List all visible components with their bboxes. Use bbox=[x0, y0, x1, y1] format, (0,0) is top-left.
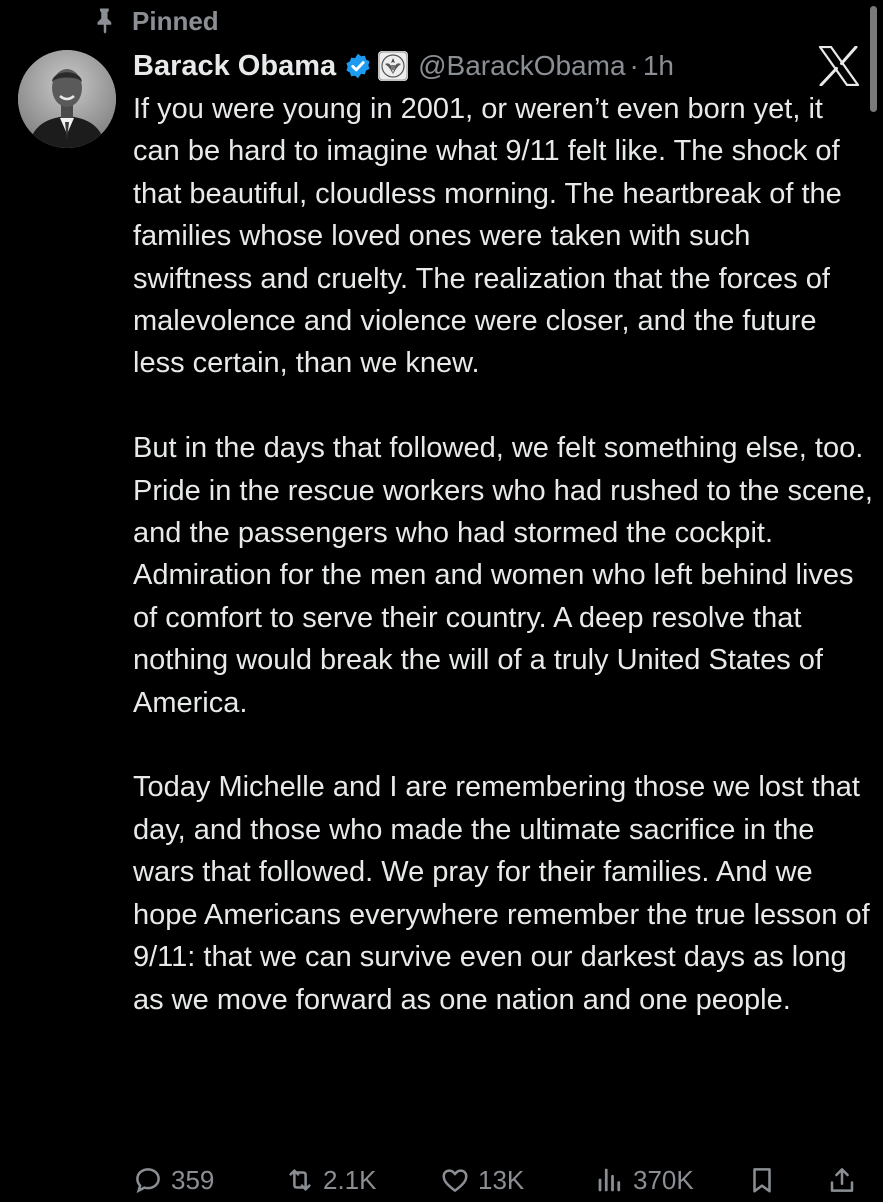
heart-icon bbox=[440, 1165, 470, 1195]
tweet-text bbox=[133, 88, 873, 1021]
repost-button[interactable] bbox=[285, 1158, 377, 1202]
author-handle[interactable]: @BarackObama bbox=[418, 50, 626, 81]
tweet-timestamp[interactable]: 1h bbox=[642, 50, 674, 81]
author-display-name[interactable]: Barack Obama bbox=[133, 49, 337, 82]
views-count: 370K bbox=[633, 1164, 694, 1195]
share-button[interactable] bbox=[827, 1158, 865, 1202]
bookmark-icon bbox=[747, 1165, 777, 1195]
bookmark-button[interactable] bbox=[747, 1158, 785, 1202]
reply-count: 359 bbox=[171, 1164, 215, 1195]
views-icon bbox=[595, 1165, 625, 1195]
tweet-paragraph: Today Michelle and I are remembering those we lost that day, and those who made the ultimate sacrifice in the wars that followed. We pray for their families. And we hope Americans everywhere remember the true lesson of 9/11: that we can survive even our darkest days as long as we move forward as one nation and one people. bbox=[133, 771, 870, 1016]
pinned-label: Pinned bbox=[132, 5, 219, 36]
avatar-photo bbox=[18, 50, 116, 148]
x-logo-icon[interactable] bbox=[818, 46, 860, 86]
tweet-paragraph: But in the days that followed, we felt something else, too. Pride in the rescue workers who had rushed to the scene, and the passengers who had stormed the cockpit. Admiration for the men and women who left behind lives of comfort to serve their country. A deep resolve that nothing would break the will of a truly United States of America. bbox=[133, 432, 873, 719]
pinned-indicator bbox=[90, 4, 219, 38]
avatar[interactable] bbox=[18, 50, 116, 148]
tweet-actions-bar bbox=[133, 1158, 863, 1202]
like-count: 13K bbox=[478, 1164, 525, 1195]
government-seal-icon[interactable] bbox=[378, 51, 408, 81]
tweet-paragraph: If you were young in 2001, or weren’t even born yet, it can be hard to imagine what 9/11 felt like. The shock of that beautiful, cloudless morning. The heartbreak of the families whose loved ones were taken with such swiftness and cruelty. The realization that the forces of malevolence and violence were closer, and the future less certain, than we knew. bbox=[133, 93, 842, 380]
tweet-header bbox=[133, 44, 674, 88]
pin-icon bbox=[90, 6, 120, 36]
like-button[interactable] bbox=[440, 1158, 524, 1202]
reply-button[interactable] bbox=[133, 1158, 214, 1202]
views-button[interactable] bbox=[595, 1158, 694, 1202]
reply-icon bbox=[133, 1165, 163, 1195]
repost-count: 2.1K bbox=[323, 1164, 377, 1195]
repost-icon bbox=[285, 1165, 315, 1195]
share-icon bbox=[827, 1165, 857, 1195]
header-separator: · bbox=[629, 50, 639, 81]
verified-badge-icon[interactable] bbox=[344, 52, 372, 80]
